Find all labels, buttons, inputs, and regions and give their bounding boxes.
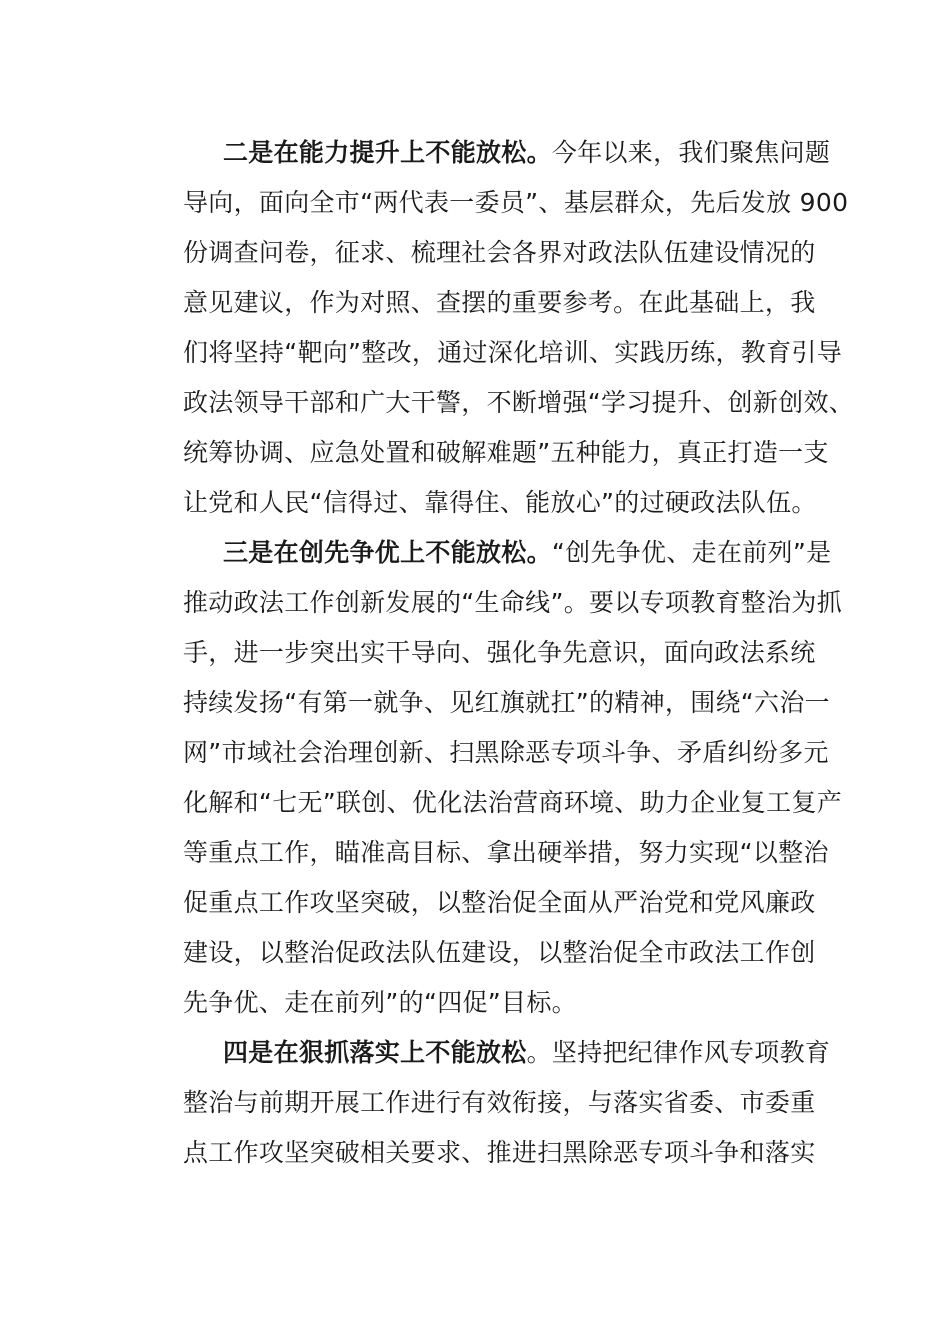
text-line: 点工作攻坚突破相关要求、推进扫黑除恶专项斗争和落实 bbox=[183, 1138, 816, 1167]
text-line bbox=[143, 528, 832, 578]
paragraph-lead: 三是在创先争优上不能放松。 bbox=[223, 538, 552, 567]
paragraph-implementation bbox=[143, 1028, 831, 1178]
text-line: 统筹协调、应急处置和破解难题”五种能力，真正打造一支 bbox=[183, 438, 829, 467]
paragraph-ability bbox=[143, 128, 855, 528]
text-line: 推动政法工作创新发展的“生命线”。要以专项教育整治为抓 bbox=[183, 588, 843, 617]
text-line: 手，进一步突出实干导向、强化争先意识，面向政法系统 bbox=[183, 638, 816, 667]
text-span: 。坚持把纪律作风专项教育 bbox=[526, 1038, 831, 1067]
text-line: 网”市域社会治理创新、扫黑除恶专项斗争、矛盾纠纷多元 bbox=[183, 738, 829, 767]
paragraph-excellence bbox=[143, 528, 843, 1028]
document-body bbox=[143, 128, 855, 1178]
text-line: 建设，以整治促政法队伍建设，以整治促全市政法工作创 bbox=[183, 938, 816, 967]
text-line: 等重点工作，瞄准高目标、拿出硬举措，努力实现“以整治 bbox=[183, 838, 829, 867]
text-line bbox=[143, 1028, 831, 1078]
text-line: 先争优、走在前列”的“四促”目标。 bbox=[183, 988, 577, 1017]
text-line: 持续发扬“有第一就争、见红旗就扛”的精神，围绕“六治一 bbox=[183, 688, 830, 717]
text-line: 意见建议，作为对照、查摆的重要参考。在此基础上，我 bbox=[183, 288, 816, 317]
text-line bbox=[143, 128, 831, 178]
text-line: 导向，面向全市“两代表一委员”、基层群众，先后发放 900 bbox=[183, 188, 849, 217]
text-span: “创先争优、走在前列”是 bbox=[551, 538, 832, 567]
text-line: 让党和人民“信得过、靠得住、能放心”的过硬政法队伍。 bbox=[183, 488, 817, 517]
text-line: 们将坚持“靶向”整改，通过深化培训、实践历练，教育引导 bbox=[183, 338, 843, 367]
paragraph-lead: 二是在能力提升上不能放松。 bbox=[223, 138, 552, 167]
text-line: 促重点工作攻坚突破，以整治促全面从严治党和党风廉政 bbox=[183, 888, 816, 917]
paragraph-lead: 四是在狠抓落实上不能放松 bbox=[223, 1038, 527, 1067]
text-line: 份调查问卷，征求、梳理社会各界对政法队伍建设情况的 bbox=[183, 238, 816, 267]
text-line: 政法领导干部和广大干警，不断增强“学习提升、创新创效、 bbox=[183, 388, 855, 417]
text-line: 化解和“七无”联创、优化法治营商环境、助力企业复工复产 bbox=[183, 788, 843, 817]
text-line: 整治与前期开展工作进行有效衔接，与落实省委、市委重 bbox=[183, 1088, 816, 1117]
text-span: 今年以来，我们聚焦问题 bbox=[551, 138, 831, 167]
